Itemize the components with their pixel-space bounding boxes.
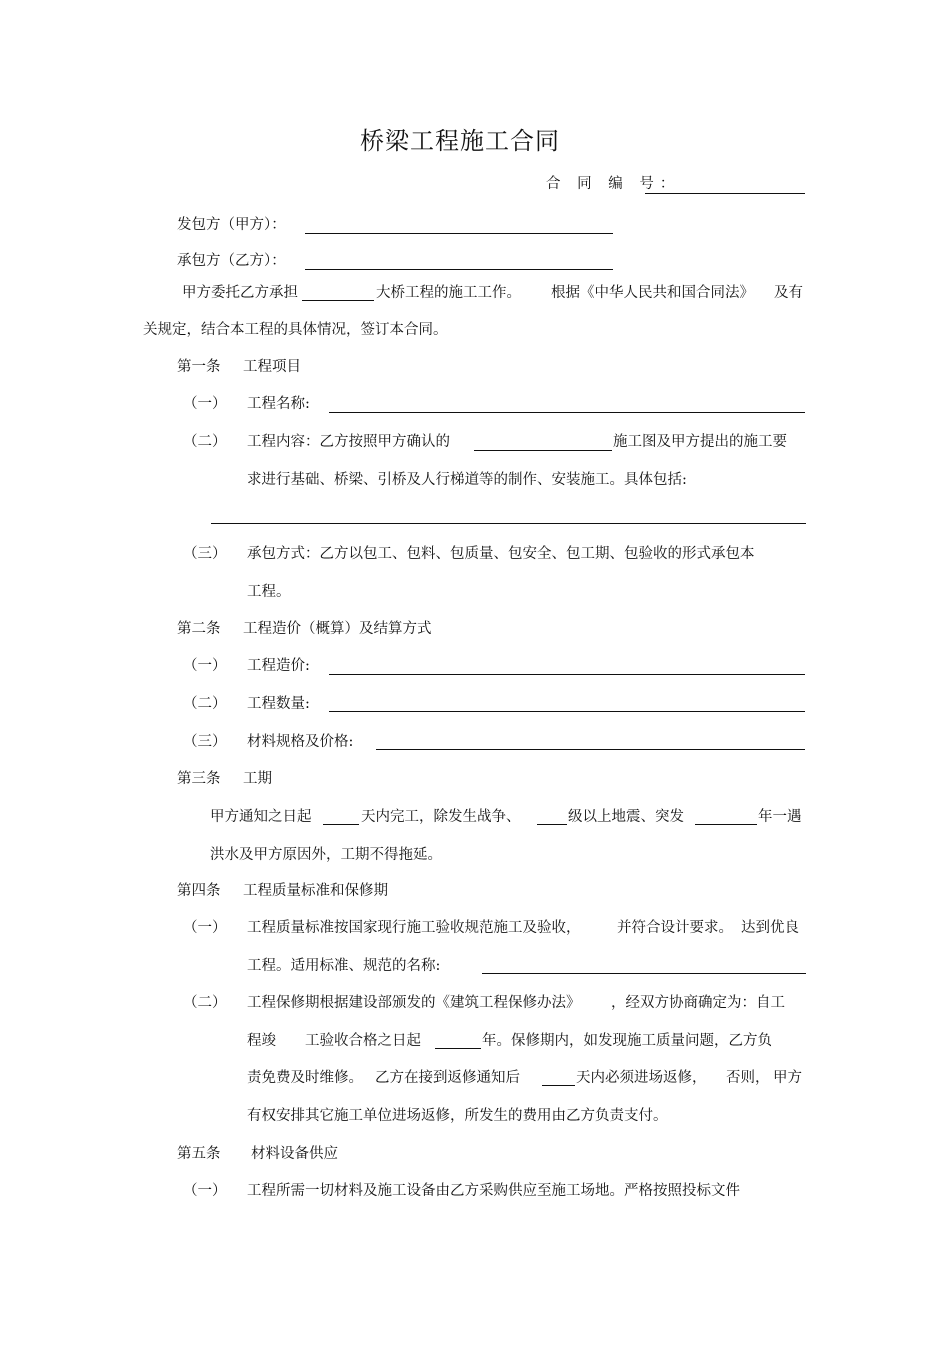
earthquake-level-field[interactable]	[537, 824, 567, 825]
warranty-years-field[interactable]	[435, 1048, 481, 1049]
article-5-number: 第五条	[177, 1146, 221, 1162]
standards-label: 工程。适用标准、规范的名称:	[247, 958, 441, 974]
warranty-text: ，经双方协商确定为：自工	[611, 995, 785, 1011]
article-5-title: 材料设备供应	[251, 1146, 338, 1162]
project-content-text: 求进行基础、桥梁、引桥及人行梯道等的制作、安装施工。具体包括:	[247, 472, 687, 488]
project-name-field[interactable]	[329, 412, 805, 413]
quantity-field[interactable]	[329, 711, 805, 712]
project-content-text: 施工图及甲方提出的施工要	[613, 434, 787, 450]
article-2-number: 第二条	[177, 621, 221, 637]
duration-text: 甲方通知之日起	[210, 809, 312, 825]
article-1-number: 第一条	[177, 359, 221, 375]
item-number: （三）	[183, 546, 227, 562]
page-title: 桥梁工程施工合同	[360, 127, 560, 155]
party-a-field[interactable]	[305, 233, 613, 234]
intro-text: 甲方委托乙方承担	[182, 285, 298, 301]
article-2-title: 工程造价（概算）及结算方式	[243, 621, 432, 637]
project-name-label: 工程名称:	[247, 396, 310, 412]
warranty-text: 责免费及时维修。	[247, 1070, 363, 1086]
item-number: （一）	[183, 396, 227, 412]
duration-text: 年一遇	[758, 809, 802, 825]
duration-text: 级以上地震、突发	[568, 809, 684, 825]
item-number: （一）	[183, 658, 227, 674]
intro-text: 关规定，结合本工程的具体情况，签订本合同。	[143, 322, 448, 338]
drawing-field[interactable]	[474, 450, 612, 451]
contract-mode-text: 工程。	[247, 584, 291, 600]
materials-text: 工程所需一切材料及施工设备由乙方采购供应至施工场地。严格按照投标文件	[247, 1183, 740, 1199]
party-b-label: 承包方（乙方）：	[177, 253, 286, 269]
contract-no-label: 合 同 编 号：	[546, 176, 681, 192]
repair-days-field[interactable]	[542, 1085, 575, 1086]
article-3-title: 工期	[243, 771, 272, 787]
contract-mode-text: 承包方式：乙方以包工、包料、包质量、包安全、包工期、包验收的形式承包本	[247, 546, 755, 562]
project-content-text: 工程内容：乙方按照甲方确认的	[247, 434, 450, 450]
intro-text: 大桥工程的施工工作。	[376, 285, 521, 301]
intro-text: 根据《中华人民共和国合同法》	[551, 285, 754, 301]
quality-text: 达到优良	[741, 920, 799, 936]
scope-field[interactable]	[211, 523, 806, 524]
article-4-title: 工程质量标准和保修期	[243, 883, 388, 899]
warranty-text: 有权安排其它施工单位进场返修，所发生的费用由乙方负责支付。	[247, 1108, 668, 1124]
party-b-field[interactable]	[305, 269, 613, 270]
cost-field[interactable]	[329, 674, 805, 675]
article-1-title: 工程项目	[243, 359, 301, 375]
item-number: （二）	[183, 995, 227, 1011]
warranty-text: 年。保修期内，如发现施工质量问题，乙方负	[482, 1033, 772, 1049]
article-3-number: 第三条	[177, 771, 221, 787]
item-number: （一）	[183, 920, 227, 936]
cost-label: 工程造价:	[247, 658, 310, 674]
item-number: （一）	[183, 1183, 227, 1199]
article-4-number: 第四条	[177, 883, 221, 899]
warranty-text: 天内必须进场返修，	[576, 1070, 707, 1086]
item-number: （二）	[183, 434, 227, 450]
duration-text: 洪水及甲方原因外，工期不得拖延。	[210, 847, 442, 863]
warranty-text: 甲方	[773, 1070, 802, 1086]
warranty-text: 工程保修期根据建设部颁发的《建筑工程保修办法》	[247, 995, 581, 1011]
party-a-label: 发包方（甲方）：	[177, 217, 286, 233]
bridge-name-field[interactable]	[302, 300, 374, 301]
warranty-text: 程竣	[247, 1033, 276, 1049]
quantity-label: 工程数量:	[247, 696, 310, 712]
warranty-text: 工验收合格之日起	[305, 1033, 421, 1049]
flood-years-field[interactable]	[695, 824, 757, 825]
intro-text: 及有	[774, 285, 803, 301]
contract-no-field[interactable]	[645, 193, 805, 194]
material-price-field[interactable]	[376, 749, 805, 750]
warranty-text: 乙方在接到返修通知后	[375, 1070, 520, 1086]
duration-text: 天内完工，除发生战争、	[361, 809, 521, 825]
material-price-label: 材料规格及价格:	[247, 734, 354, 750]
standards-field[interactable]	[482, 973, 806, 974]
quality-text: 并符合设计要求。	[617, 920, 733, 936]
days-field[interactable]	[323, 824, 359, 825]
quality-text: 工程质量标准按国家现行施工验收规范施工及验收，	[247, 920, 581, 936]
item-number: （二）	[183, 696, 227, 712]
item-number: （三）	[183, 734, 227, 750]
warranty-text: 否则，	[726, 1070, 770, 1086]
